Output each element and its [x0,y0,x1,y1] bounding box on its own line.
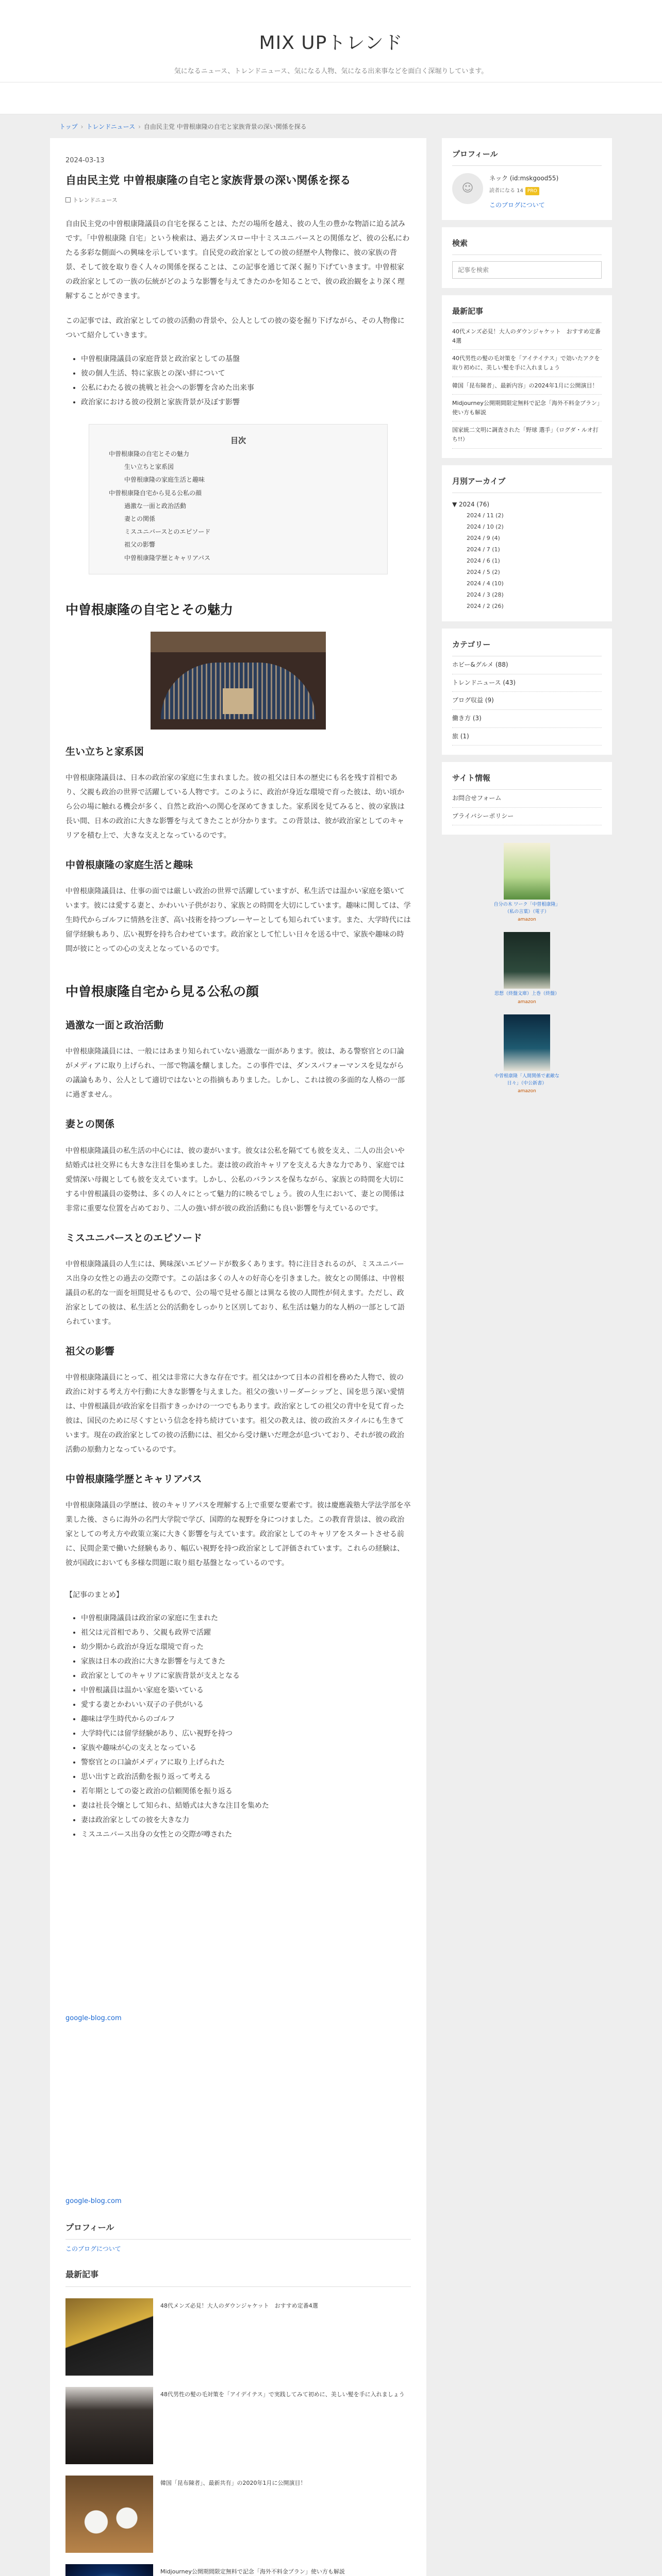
widget-title: プロフィール [452,147,602,166]
list-item: • 警察官との口論がメディアに取り上げられた [81,1755,411,1770]
profile-name[interactable]: ネック (id:mskgood55) [489,175,559,182]
widget-title: 月別アーカイブ [452,474,602,493]
archive-month[interactable]: 2024 / 11 (2) [467,512,504,519]
archive-month[interactable]: 2024 / 9 (4) [467,535,500,542]
list-item: • 祖父は元首相であり、父親も政界で活躍 [81,1625,411,1640]
paragraph: 中曽根康隆議員の私生活の中心には、彼の妻がいます。彼女は公私を隔てても彼を支え、二人の出会いや結婚式は社交界にも大きな注目を集めました。妻は彼の政治キャリアを支える大きな力であり、家庭では愛情深い母親としても彼を支えています。しかし、公私のバランスを保ちながら、家族との時間を大切にする中曽根議員の姿勢は、多くの人々にとって魅力的に映るでしょう。彼の人生において、妻との関係は非常に重要な位置を占めており、二人の強い絆が彼の政治活動にも良い影響を与えているのです。 [65,1146,405,1213]
breadcrumb-home[interactable]: トップ [59,123,78,130]
summary-list [81,1611,411,1842]
ad-space [65,1842,411,2012]
subsection-heading: ミスユニバースとのエピソード [65,1232,203,1244]
thumbnail-cups[interactable] [65,2476,153,2553]
contact-link[interactable]: お問合せフォーム [452,790,602,808]
list-item: • 公私にわたる彼の挑戦と社会への影響を含めた出来事 [81,381,411,395]
intro-paragraph: 自由民主党の中曽根康隆議員の自宅を探ることは、ただの場所を越え、彼の人生の豊かな物語に迫る試みです。「中曽根康隆 自宅」という検索は、過去ダンスロー中十ミスユニバースとの関係など、彼の公私にわたる多彩な側面への興味を示しています。自民党の政治家としての彼の経歴や人物像に、彼の家族の背景、そして彼を取り巻く人々の関係を探ることは、この記事を通じて深く掘り下げていきます。中曽根家の政治家としての一族の伝統がどのような影響を与えてきたのかを知ることで、彼の政治観をより深く理解することができます。 [65,220,410,301]
list-item: • ミスユニバース出身の女性との交際が噂された [81,1827,411,1842]
archive-month[interactable]: 2024 / 2 (26) [467,603,504,610]
profile-heading: プロフィール [65,2221,411,2240]
archive-month[interactable]: 2024 / 3 (28) [467,591,504,599]
subsection-heading: 妻との関係 [65,1118,115,1130]
subsection-heading: 中曽根康隆の家庭生活と趣味 [65,859,193,871]
recent-posts-heading: 最新記事 [65,2267,411,2287]
book-cover[interactable] [504,843,550,900]
recent-link[interactable]: Midjourney公開期間限定無料で記念「海外不料金プラン」使い方も解説 [452,395,602,421]
widget-title: 最新記事 [452,304,602,323]
sidebar [442,138,612,2576]
info-widget [442,762,612,835]
list-item: • 彼の個人生活、特に家族との深い絆について [81,366,411,381]
about-blog-link[interactable]: このブログについて [65,2245,121,2253]
amazon-label: amazon [518,917,536,923]
recent-post[interactable] [65,2564,411,2576]
table-of-contents [89,424,388,574]
list-item: • 思い出すと政治活動を振り返って考える [81,1770,411,1784]
site-title[interactable]: MIX UPトレンド [259,32,403,54]
about-blog-link[interactable]: このブログについて [489,201,545,209]
paragraph: 中曽根康隆議員にとって、祖父は非常に大きな存在です。祖父はかつて日本の首相を務めた人物で、彼の政治に対する考え方や行動に大きな影響を与えました。祖父の強いリーダーシップと、国を思う深い愛情は、中曽根議員が政治家を目指すきっかけの一つでもあります。政治家としての祖父の背中を見て育った彼は、国民のために尽くすという信念を持ち続けています。祖父の教えは、彼の政治スタイルにも生きています。現在の政治家としての彼の活動には、祖父から受け継いだ理念が息づいており、それが彼の政治活動の原動力となっているのです。 [65,1373,405,1454]
list-item: • 家族は日本の政治に大きな影響を与えてきた [81,1654,411,1669]
ad-link[interactable]: google-blog.com [65,2197,122,2206]
nav-strip [0,82,662,114]
search-input[interactable] [452,261,602,279]
book-ad[interactable] [493,932,560,1006]
list-item: • 幼少期から政治が身近な環境で育った [81,1640,411,1654]
recent-post[interactable] [65,2298,411,2376]
category-link[interactable]: ブログ収益 (9) [452,692,602,710]
category-badge[interactable]: トレンドニュース [65,195,118,206]
recent-post-title[interactable]: 48代メンズ必見！大人のダウンジャケット おすすめ定番4選 [160,2302,318,2309]
list-item: • 妻は政治家としての彼を大きな力 [81,1813,411,1827]
key-points [81,352,411,410]
recent-link[interactable]: 国家統二文明に調査された「野球 選手」（ログダ・ルオ打ち!!） [452,421,602,448]
thumbnail-ai[interactable] [65,2564,153,2576]
content-container [50,114,612,2576]
amazon-label: amazon [518,999,536,1005]
recent-post-title[interactable]: Midjourney公開期間限定無料で記念「海外不料金プラン」使い方も解説 [160,2568,345,2575]
thumbnail-jacket[interactable] [65,2298,153,2376]
summary-heading: 【記事のまとめ】 [65,1591,123,1600]
site-description: 気になるニュース、トレンドニュース、気になる人物、気になる出来事などを面白く深堀りしています。 [174,67,488,75]
paragraph: 中曽根康隆議員は、日本の政治家の家庭に生まれました。彼の祖父は日本の歴史にも名を残す首相であり、父親も政治の世界で活躍している人物です。このように、政治が身近な環境で育った彼は、幼い頃から公の場に触れる機会が多く、自然と政治への関心を深めてきました。家系図を見てみると、彼の家族は長い間、日本の政治に大きな影響を与えてきたことが分かります。この背景は、彼が政治家としてのキャリアを積む上で、大きな支えとなっているのです。 [65,773,405,840]
subsection-heading: 祖父の影響 [65,1345,115,1357]
article [50,138,426,2576]
list-item: • 中曽根康隆議員の家庭背景と政治家としての基盤 [81,352,411,366]
category-link[interactable]: 旅 (1) [452,728,602,746]
list-item: • 中曽根康隆議員は政治家の家庭に生まれた [81,1611,411,1625]
widget-title: カテゴリー [452,638,602,656]
post-date: 2024-03-13 [65,157,105,164]
book-ad[interactable] [493,843,560,924]
archive-month[interactable]: 2024 / 10 (2) [467,523,504,531]
book-caption[interactable]: 思想（終盤文庫）上巻（終盤） [494,991,559,997]
parliament-image [151,632,326,730]
category-widget [442,629,612,755]
recent-post-title[interactable]: 48代男性の髪の毛対策を「アイデイテス」で実践してみて初めに、美しい髪を手に入れましょう [160,2391,405,2398]
recent-link[interactable]: 40代メンズ必見！大人のダウンジャケット おすすめ定番4選 [452,323,602,350]
subsection-heading: 生い立ちと家系図 [65,745,144,757]
breadcrumb-current: 自由民主党 中曽根康隆の自宅と家族背景の深い関係を探る [143,123,307,130]
list-item: • 大学時代には留学経験があり、広い視野を持つ [81,1726,411,1741]
paragraph: 中曽根康隆議員は、仕事の面では厳しい政治の世界で活躍していますが、私生活では温かい家庭を築いています。彼には愛する妻と、かわいい子供がおり、家族との時間を大切にしています。趣味に関しては、学生時代からゴルフに情熱を注ぎ、高い技術を持つプレーヤーとしても知られています。また、大学時代には留学経験もあり、広い視野を持ち合わせています。政治家として忙しい日々を送る中で、家族や趣味の時間が彼にとっての心の支えとなっているのです。 [65,887,411,954]
toc-item[interactable]: ミスユニバースとのエピソード [124,528,211,536]
toc-item[interactable]: 妻との関係 [124,515,156,523]
toc-item[interactable]: 中曽根康隆学歴とキャリアパス [124,554,211,562]
list-item: • 妻は社長令嬢として知られ、結婚式は大きな注目を集めた [81,1799,411,1813]
archive-year[interactable]: ▼ 2024 (76) [452,500,490,508]
ad-space [65,2025,411,2195]
archive-widget [442,465,612,622]
avatar[interactable]: ☺ [452,173,483,204]
recent-link[interactable]: 40代男性の髪の毛対策を「アイテイテス」で効いたアクを取り初めに、美しい髪を手に入れましょう [452,350,602,377]
toc-title: 目次 [230,436,246,446]
widget-title: 検索 [452,236,602,255]
privacy-link[interactable]: プライバシーポリシー [452,808,602,826]
widget-title: サイト情報 [452,771,602,790]
toc-item[interactable]: 祖父の影響 [124,541,156,549]
amazon-label: amazon [518,1089,536,1094]
archive-month[interactable]: 2024 / 5 (2) [467,569,500,576]
category-link[interactable]: 働き方 (3) [452,710,602,728]
breadcrumb-category[interactable]: トレンドニュース [86,123,136,130]
paragraph: 中曽根康隆議員の学歴は、彼のキャリアパスを理解する上で重要な要素です。彼は慶應義塾大学法学部を卒業した後、さらに海外の名門大学院で学び、国際的な視野を身につけました。この教育背景は、彼の政治家としての考え方や政策立案に大きく影響を与えています。政治家としてのキャリアをスタートさせる前に、民間企業で働いた経験もあり、幅広い視野を持つ政治家として評価されています。これらの経験は、彼が国政においても多様な問題に取り組む基盤となっているのです。 [65,1501,411,1568]
section-heading: 中曽根康隆自宅から見る公私の顔 [65,984,259,999]
subsection-heading: 中曽根康隆学歴とキャリアパス [65,1473,202,1485]
toc-item[interactable]: 過激な一面と政治活動 [124,502,187,510]
category-link[interactable]: トレンドニュース (43) [452,674,602,692]
list-item: • 中曽根議員は温かい家庭を築いている [81,1683,411,1698]
post-title: 自由民主党 中曽根康隆の自宅と家族背景の深い関係を探る [65,174,351,187]
thumbnail-hair[interactable] [65,2387,153,2464]
list-item: • 政治家における彼の役割と家族背景が及ぼす影響 [81,395,411,410]
site-header [0,0,662,82]
profile-widget [442,138,612,220]
subsection-heading: 過激な一面と政治活動 [65,1020,164,1031]
ad-link[interactable]: google-blog.com [65,2014,122,2023]
book-cover[interactable] [504,1014,550,1071]
section-heading: 中曽根康隆の自宅とその魅力 [65,602,234,617]
book-ad[interactable] [493,1014,560,1095]
intro-paragraph-2: この記事では、政治家としての彼の活動の背景や、公人としての彼の姿を掘り下げながら、その人物像について紹介していきます。 [65,317,405,340]
list-item: • 政治家としてのキャリアに家族背景が支えとなる [81,1669,411,1683]
archive-month[interactable]: 2024 / 4 (10) [467,580,504,587]
book-caption[interactable]: 中曽根康隆「人間関係で素敵な日々」（中公新書） [494,1074,559,1086]
folder-icon [65,197,71,202]
list-item: • 家族や趣味が心の支えとなっている [81,1741,411,1755]
category-link[interactable]: ホビー&グルメ (88) [452,656,602,674]
list-item: • 愛する妻とかわいい双子の子供がいる [81,1698,411,1712]
book-caption[interactable]: 自分の木 ワーク「中曽根康隆」（私の言葉）（電子） [493,902,560,914]
recent-post[interactable] [65,2387,411,2464]
list-item: • 若年期としての姿と政治の信頼関係を振り返る [81,1784,411,1799]
book-cover[interactable] [504,932,550,989]
breadcrumb: トップ › トレンドニュース › 自由民主党 中曽根康隆の自宅と家族背景の深い関係を探る [59,123,307,130]
paragraph: 中曽根康隆議員には、一般にはあまり知られていない過激な一面があります。彼は、ある警察官との口論がメディアに取り上げられ、一部で物議を醸しました。この事件では、ダンスパフォーマンスを見ながらの議論もあり、公人として適切ではないとの指摘もありました。しかし、これは彼の多面的な人格の一部に過ぎません。 [65,1047,405,1099]
recent-post[interactable] [65,2476,411,2553]
toc-item[interactable]: 中曽根康隆の自宅とその魅力 [109,450,190,458]
recent-post-title[interactable]: 韓国「昆布陳者」、最新共有」の2020年1月に公開演目！ [160,2479,306,2486]
toc-item[interactable]: 中曽根康隆自宅から見る公私の顔 [109,489,202,497]
toc-item[interactable]: 生い立ちと家系図 [124,463,174,471]
toc-item[interactable]: 中曽根康隆の家庭生活と趣味 [124,476,205,484]
list-item: • 趣味は学生時代からのゴルフ [81,1712,411,1726]
archive-month[interactable]: 2024 / 7 (1) [467,546,500,553]
paragraph: 中曽根康隆議員の人生には、興味深いエピソードが数多くあります。特に注目されるのが、ミスユニバース出身の女性との過去の交際です。この話は多くの人々の好奇心を引きました。彼女との関係は、中曽根議員の私的な一面を垣間見せるもので、公の場で見せる顔とは異なる彼の人間性が伺えます。ただし、政治家としての彼は、私生活と公的活動をしっかりと区別しており、私生活は魅力的な人柄の一部として語られています。 [65,1260,405,1326]
archive-month[interactable]: 2024 / 6 (1) [467,557,500,565]
subscribe-button[interactable]: 読者になる 14 [489,188,523,194]
recent-link[interactable]: 韓国「昆布陳者」、最新内容」の2024年1月に公開演目！ [452,377,602,395]
recent-widget [442,295,612,457]
pro-badge: PRO [525,187,539,195]
search-widget [442,227,612,288]
